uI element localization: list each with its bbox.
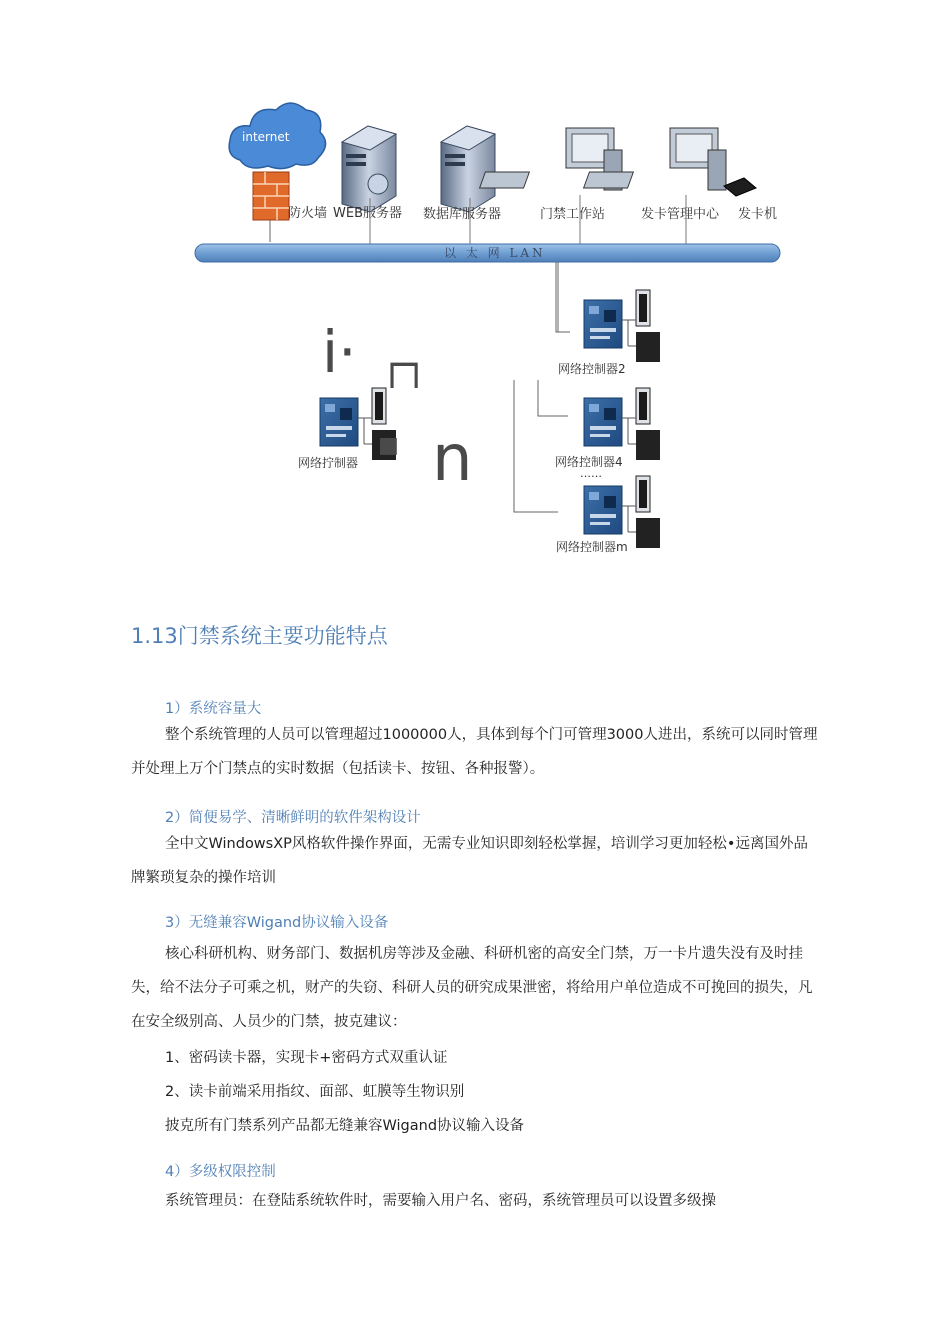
item-2-paragraph: 全中文WindowsXP风格软件操作界面，无需专业知识即刻轻松掌握，培训学习更加轻松•远离国外品牌繁琐复杂的操作培训	[131, 836, 808, 886]
item-3-list-2: 2、读卡前端采用指纹、面部、虹膜等生物识别	[165, 1084, 465, 1100]
controller-unit-m	[556, 476, 660, 554]
stray-glyph-4: n	[432, 422, 473, 496]
item-4-heading: 4）多级权限控制	[165, 1164, 276, 1180]
label-web-server: WEB服务器	[333, 206, 402, 221]
lan-bus	[195, 244, 780, 262]
label-issuing-center: 发卡管理中心	[641, 207, 720, 222]
item-2-heading: 2）简便易学、清晰鲜明的软件架构设计	[165, 810, 421, 826]
item-3-closing: 披克所有门禁系列产品都无缝兼容Wigand协议输入设备	[165, 1118, 525, 1134]
item-3-paragraph: 核心科研机构、财务部门、数据机房等涉及金融、科研机密的高安全门禁，万一卡片遗失没有及时挂失，给不法分子可乘之机，财产的失窃、科研人员的研究成果泄密，将给用户单位造成不可挽回的损失，凡在安全级别高、人员少的门禁，披克建议：	[131, 946, 813, 1030]
label-workstation: 门禁工作站	[540, 207, 606, 222]
controller-dots: ……	[580, 467, 602, 480]
stray-glyph-1: i·	[322, 318, 357, 386]
item-4-paragraph: 系统管理员：在登陆系统软件时，需要输入用户名、密码，系统管理员可以设置多级操	[165, 1193, 716, 1209]
cloud-label: internet	[242, 130, 290, 144]
label-card-issuer: 发卡机	[738, 207, 778, 222]
web-server-icon	[342, 126, 396, 212]
internet-cloud-icon	[229, 103, 325, 169]
firewall-icon	[253, 172, 289, 242]
card-issuer-icon	[724, 178, 756, 196]
label-db-server: 数据库服务器	[423, 207, 502, 222]
stray-glyph-2: ┌┐	[380, 342, 429, 388]
controller-label-m: 网络控制器m	[556, 540, 628, 554]
controller-unit-2	[558, 290, 660, 376]
item-1-heading: 1）系统容量大	[165, 701, 262, 717]
controller-label-2: 网络控制器2	[558, 362, 626, 376]
item-3-heading: 3）无缝兼容Wigand协议输入设备	[165, 915, 389, 931]
controller-label-4: 网络控制器4	[555, 455, 623, 469]
controller-label-1: 网络拧制器	[298, 456, 359, 470]
network-diagram	[0, 0, 950, 600]
stray-glyph-3: ■	[378, 433, 399, 458]
controller-unit-4	[555, 388, 660, 480]
lan-label: 以 太 网 LAN	[444, 246, 546, 260]
item-3-list-1: 1、密码读卡器，实现卡+密码方式双重认证	[165, 1050, 448, 1066]
database-server-icon	[441, 126, 495, 212]
label-firewall: 防火墙	[288, 206, 328, 221]
section-title: 1.13门禁系统主要功能特点	[131, 624, 388, 648]
item-1-paragraph: 整个系统管理的人员可以管理超过1000000人，具体到每个门可管理3000人进出，系统可以同时管理并处理上万个门禁点的实时数据（包括读卡、按钮、各种报警）。	[131, 727, 818, 777]
